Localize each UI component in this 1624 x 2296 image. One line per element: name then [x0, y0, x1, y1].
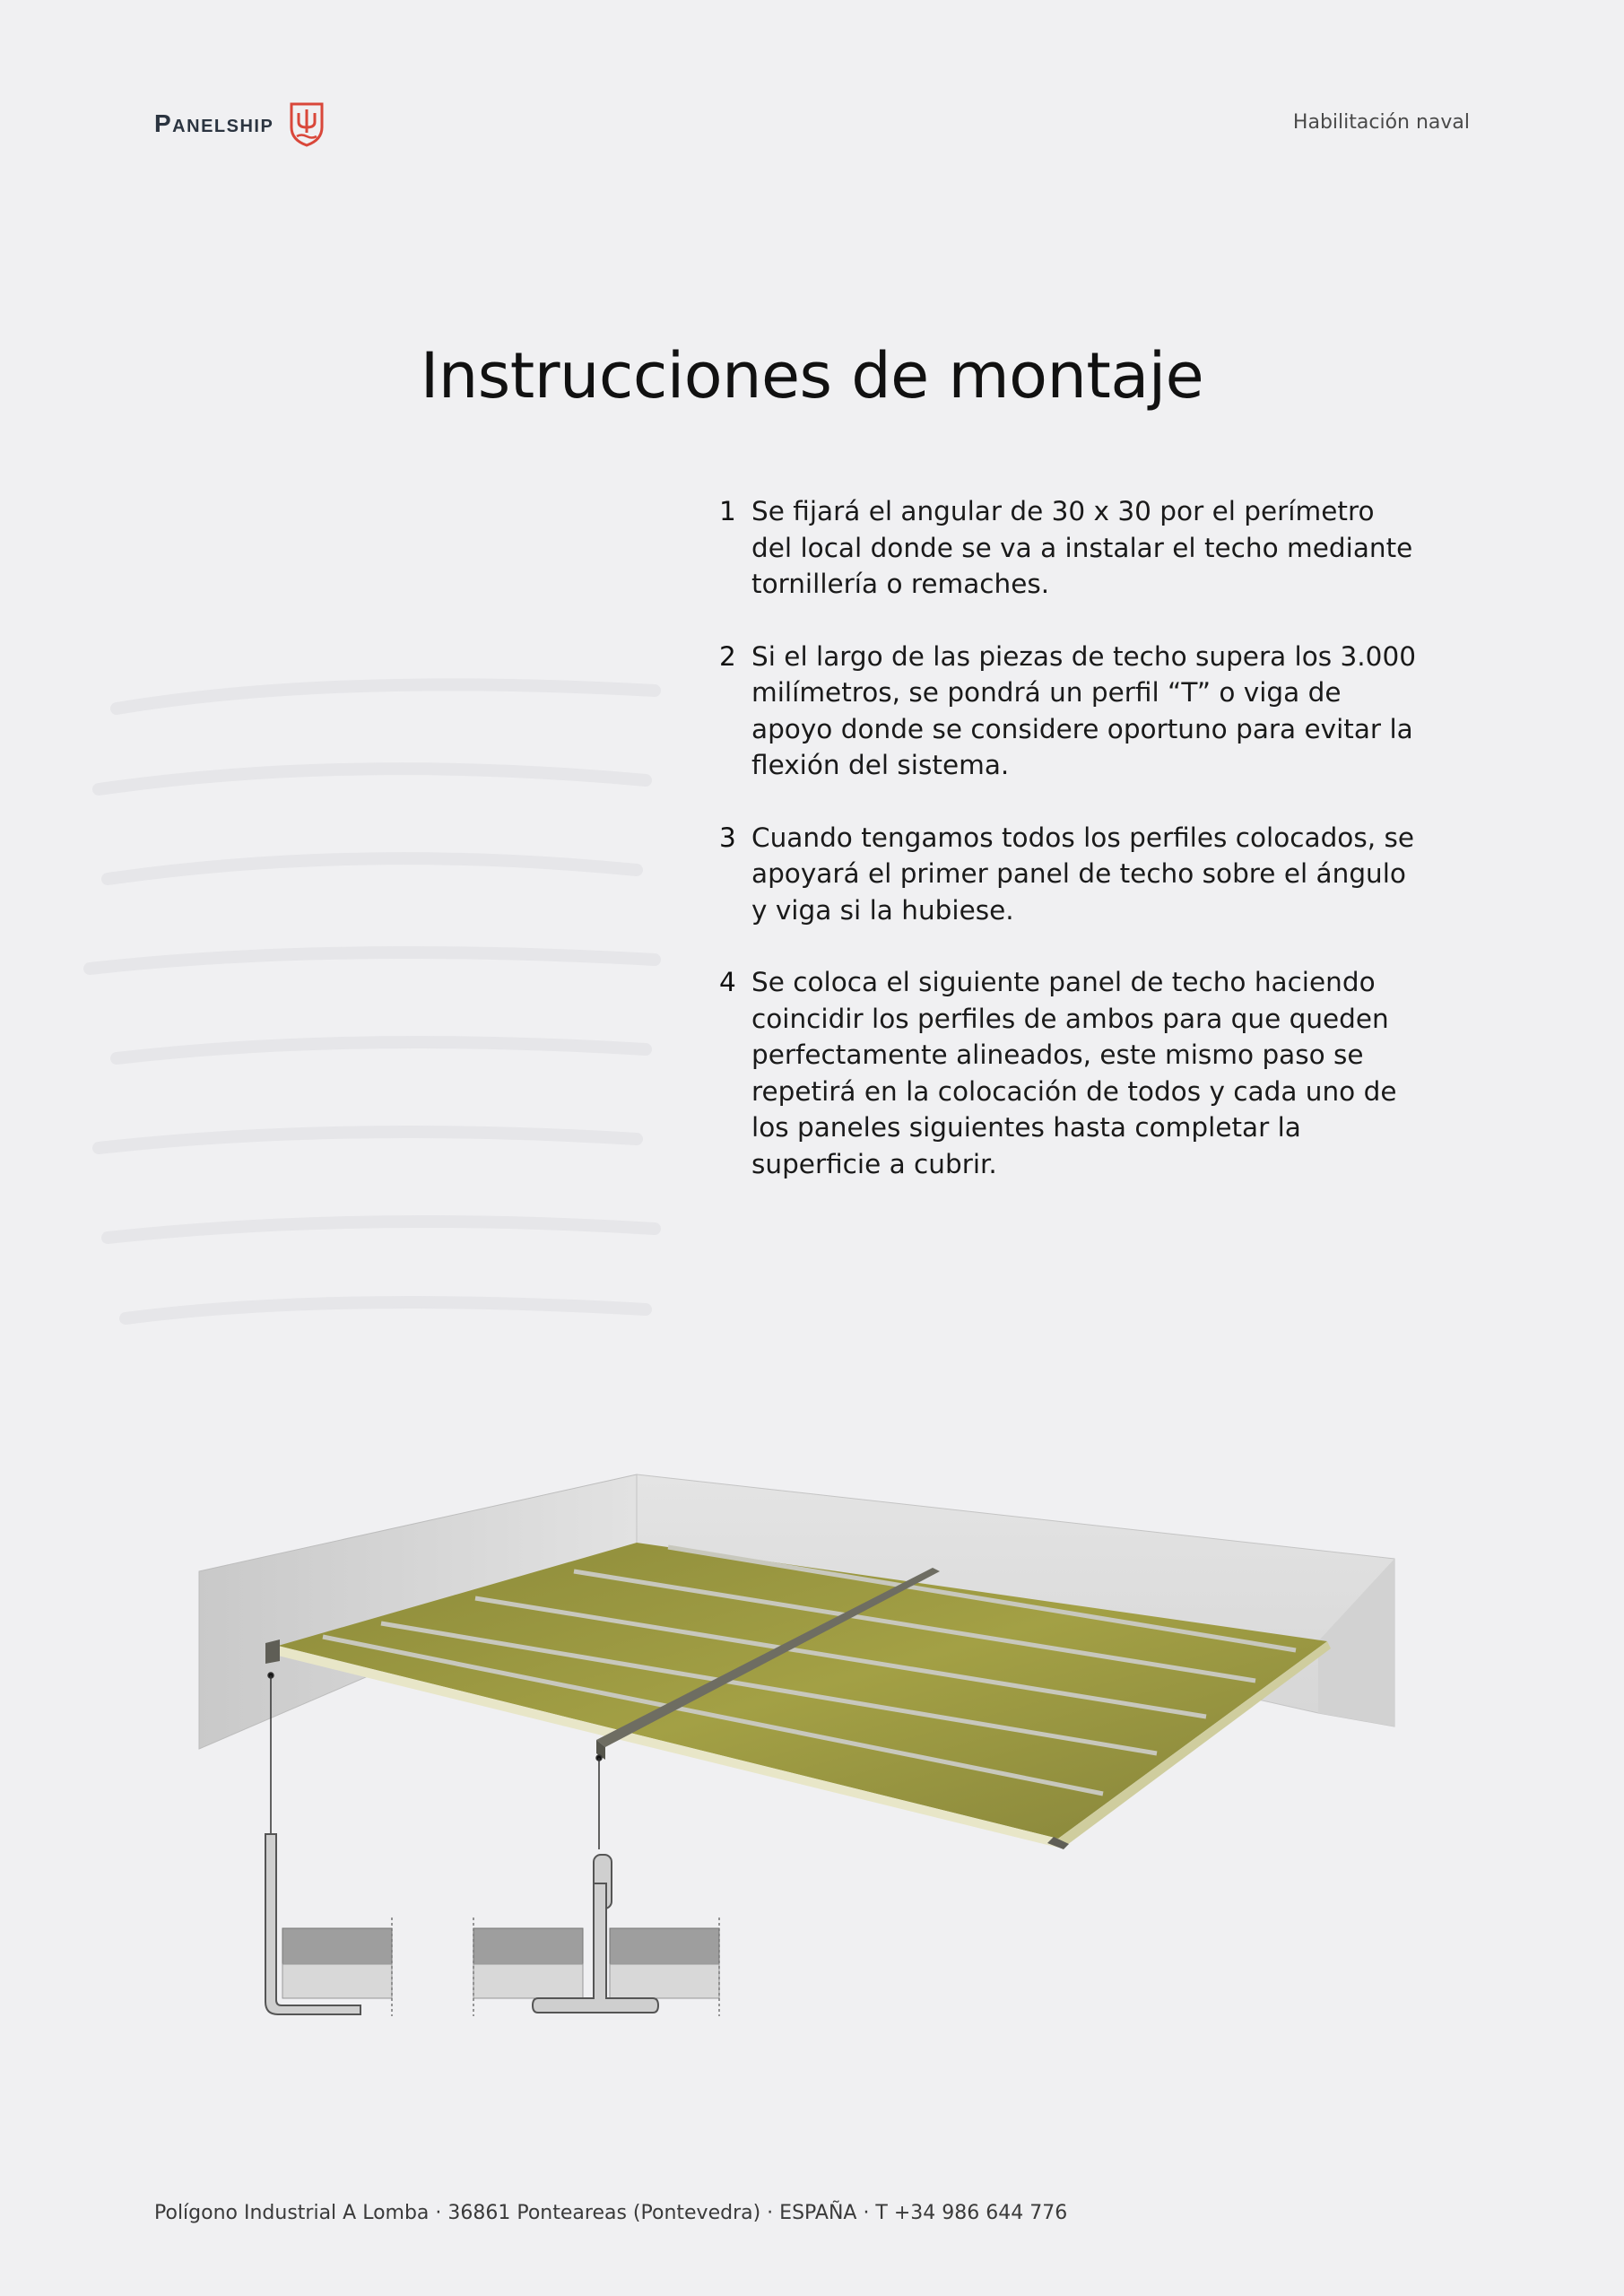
instruction-steps [717, 493, 1417, 1218]
step-number: 2 [719, 640, 736, 672]
trident-shield-icon [286, 100, 327, 147]
ceiling-assembly-illustration [0, 1435, 1624, 2063]
brand-name: Panelship [154, 109, 274, 137]
brand [154, 100, 327, 147]
section-label: Habilitación naval [1292, 111, 1470, 134]
step-item [717, 493, 1417, 603]
t-profile-detail [473, 1855, 719, 2016]
step-text: Se fijará el angular de 30 x 30 por el perímetro del local donde se va a instalar el techo mediante tornillería o remaches. [751, 496, 1413, 599]
step-text: Si el largo de las piezas de techo supera los 3.000 milímetros, se pondrá un perfil “T” o viga de apoyo donde se considere oportuno para evitar la flexión del sistema. [751, 640, 1416, 780]
step-number: 1 [719, 496, 736, 526]
step-item [717, 820, 1417, 929]
angle-profile-detail [265, 1834, 392, 2016]
step-text: Cuando tengamos todos los perfiles colocados, se apoyará el primer panel de techo sobre el ángulo y viga si la hubiese. [751, 822, 1414, 926]
step-number: 3 [719, 822, 736, 853]
page-title: Instrucciones de montaje [420, 339, 1204, 413]
background-watermark [63, 655, 682, 1336]
step-item [717, 639, 1417, 784]
step-number: 4 [719, 967, 736, 997]
footer-address: Polígono Industrial A Lomba · 36861 Ponteareas (Pontevedra) · ESPAÑA · T +34 986 644 776 [154, 2202, 1068, 2224]
step-text: Se coloca el siguiente panel de techo haciendo coincidir los perfiles de ambos para que queden perfectamente alineados, este mismo paso se repetirá en la colocación de todos y cada uno de los paneles siguientes hasta completar la superficie a cubrir. [751, 967, 1397, 1179]
step-item [717, 964, 1417, 1182]
